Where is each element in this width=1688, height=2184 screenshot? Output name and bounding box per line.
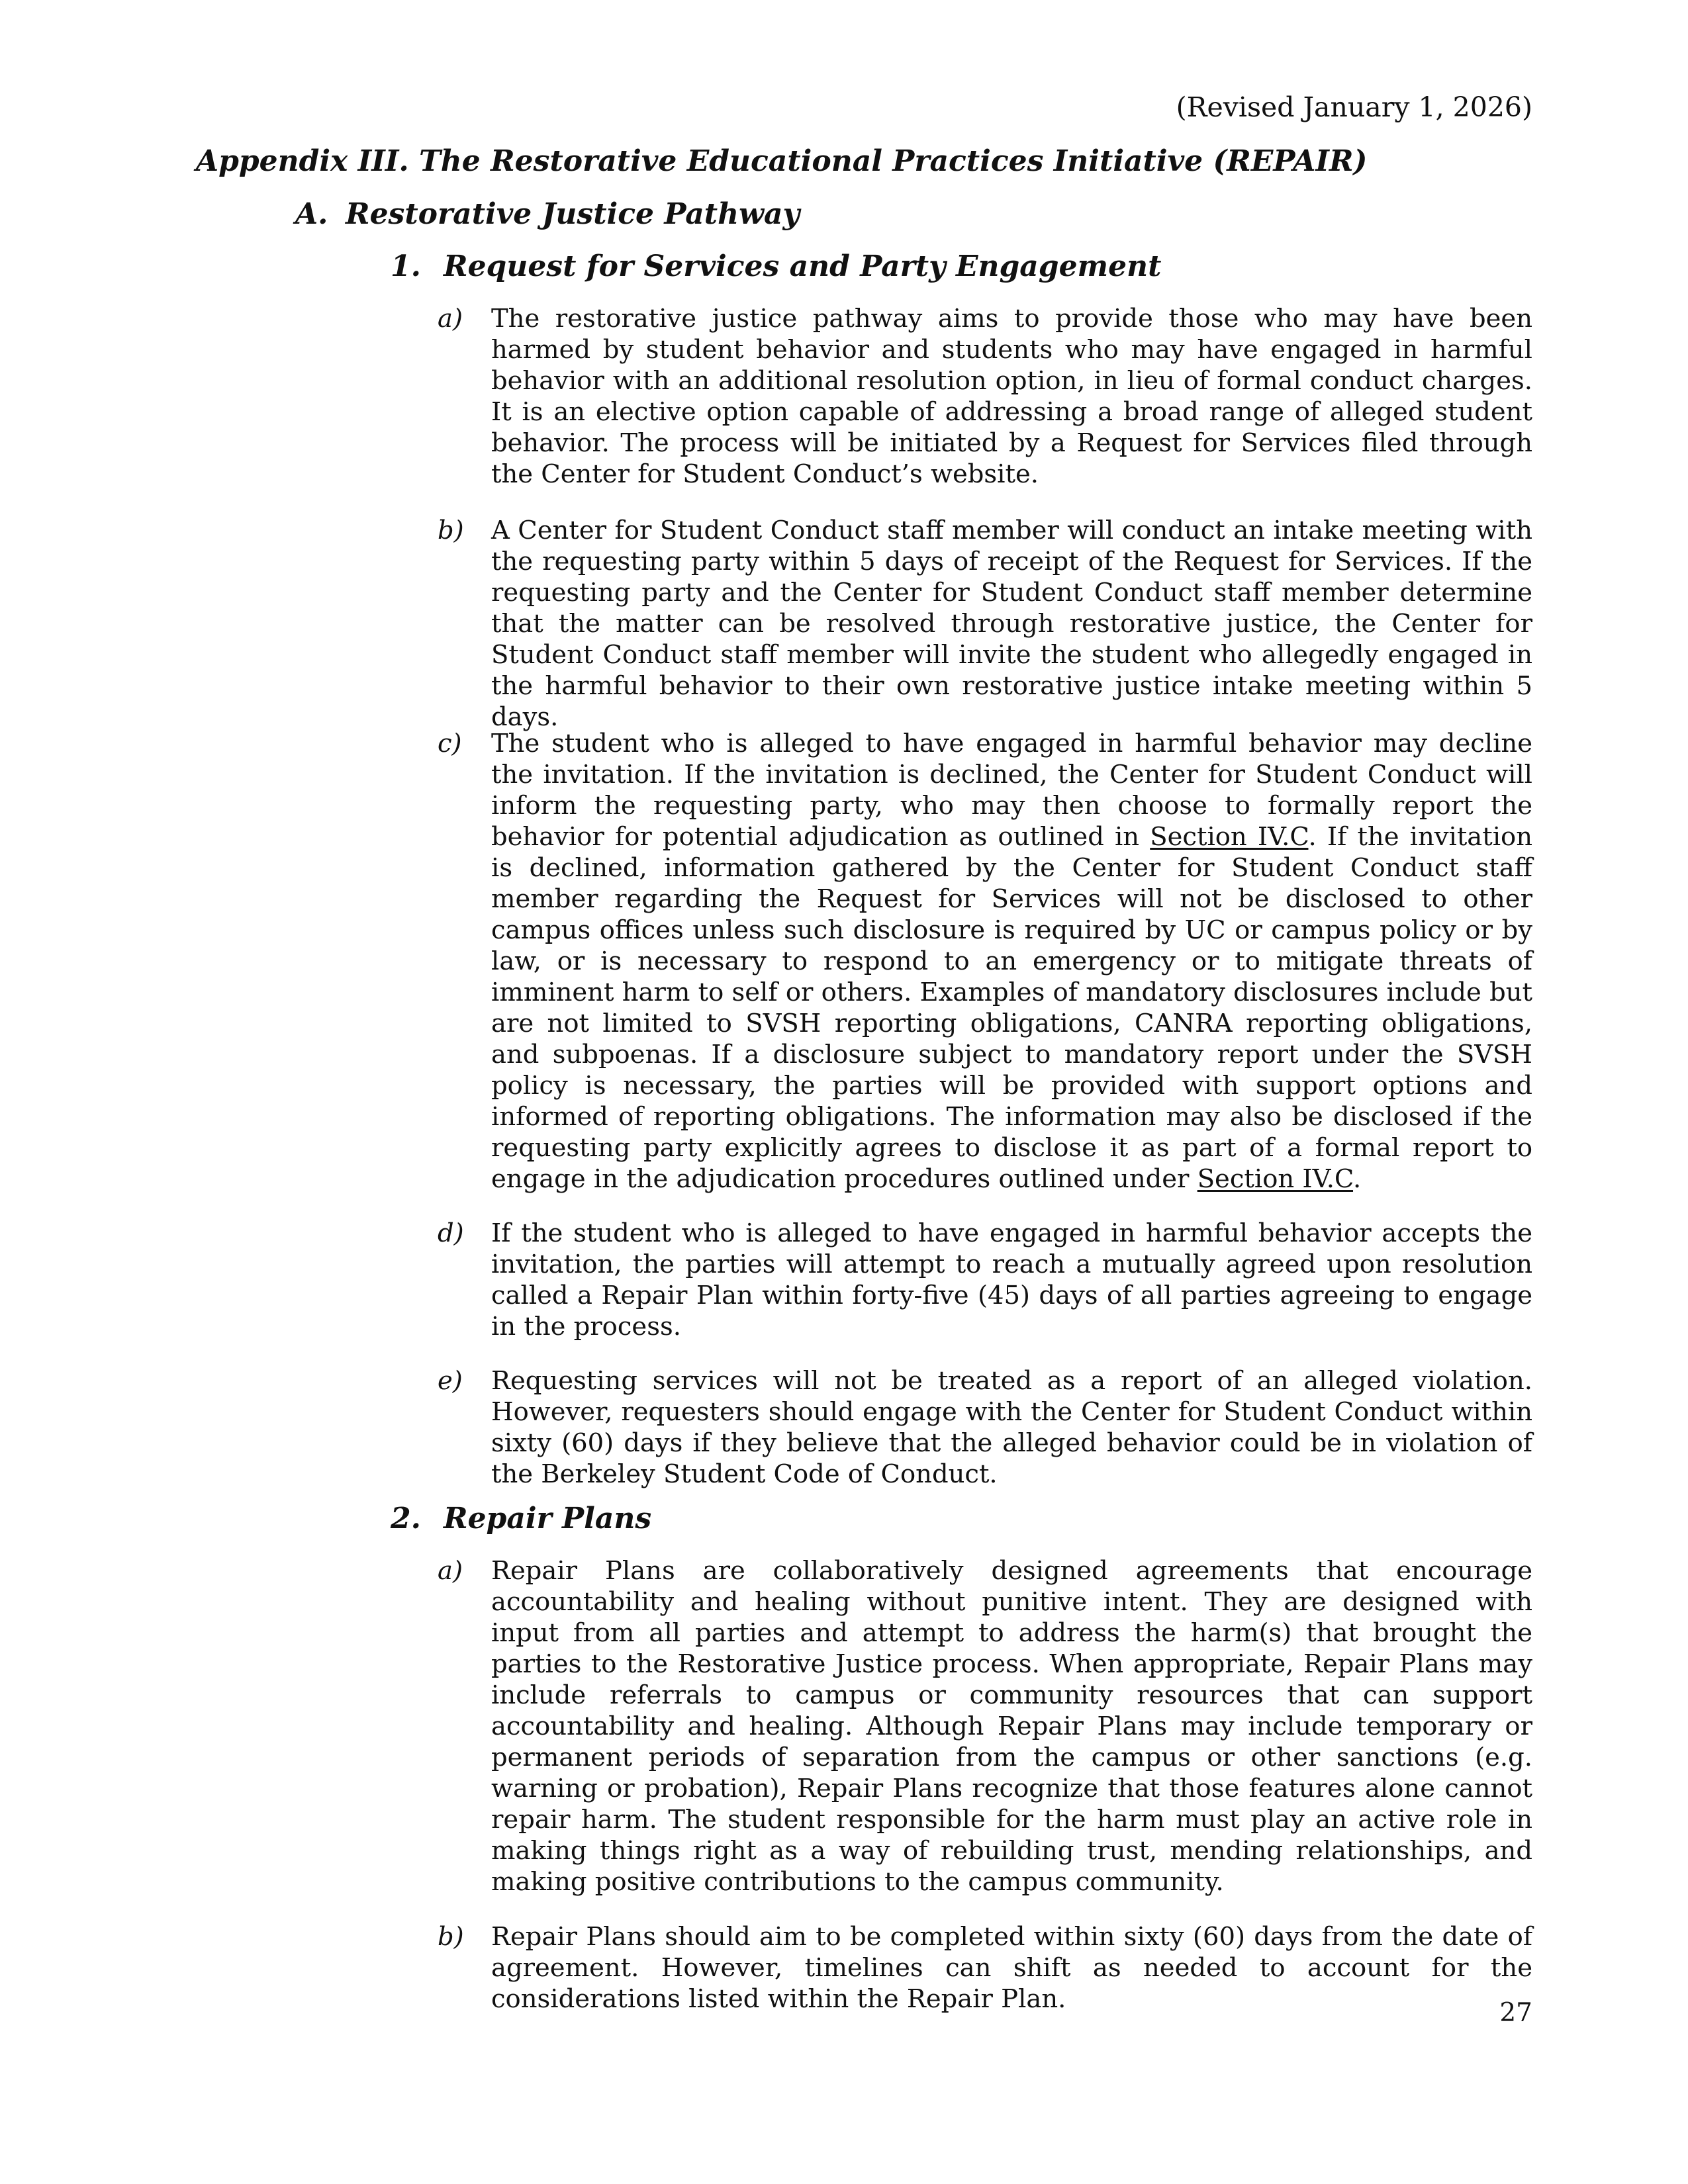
- paragraph-1a: [438, 303, 1532, 490]
- text-segment: .: [1353, 1164, 1362, 1194]
- section-heading-a: [295, 197, 800, 231]
- paragraph-1e: [438, 1365, 1532, 1490]
- item-marker: a): [438, 304, 463, 334]
- subsection-title: Request for Services and Party Engagement: [444, 250, 1162, 283]
- appendix-title: Appendix III. The Restorative Educational Practices Initiative (REPAIR): [196, 144, 1368, 178]
- paragraph-text: Repair Plans should aim to be completed within sixty (60) days from the date of agreement. However, timelines can shift as needed to account for the considerations listed within the Repair Plan.: [491, 1922, 1532, 2014]
- section-title: Restorative Justice Pathway: [346, 197, 800, 231]
- paragraph-text: A Center for Student Conduct staff member will conduct an intake meeting with the requesting party within 5 days of receipt of the Request for Services. If the requesting party and the Center for Student Conduct staff member determine that the matter can be resolved through restorative justice, the Center for Student Conduct staff member will invite the student who allegedly engaged in the harmful behavior to their own restorative justice intake meeting within 5 days.: [491, 516, 1532, 732]
- paragraph-text: If the student who is alleged to have engaged in harmful behavior accepts the invitation, the parties will attempt to reach a mutually agreed upon resolution called a Repair Plan within forty-five (45) days of all parties agreeing to engage in the process.: [491, 1218, 1532, 1342]
- paragraph-text: Requesting services will not be treated as a report of an alleged violation. However, requesters should engage with the Center for Student Conduct within sixty (60) days if they believe that the alleged behavior could be in violation of the Berkeley Student Code of Conduct.: [491, 1366, 1532, 1489]
- paragraph-1d: [438, 1218, 1532, 1342]
- text-segment: . If the invitation is declined, information gathered by the Center for Student Conduct staff member regarding the Request for Services will not be disclosed to other campus offices unless such disclosure is required by UC or campus policy or by law, or is necessary to respond to an emergency or to mitigate threats of imminent harm to self or others. Examples of mandatory disclosures include but are not limited to SVSH reporting obligations, CANRA reporting obligations, and subpoenas. If a disclosure subject to mandatory report under the SVSH policy is necessary, the parties will be provided with support options and informed of reporting obligations. The information may also be disclosed if the requesting party explicitly agrees to disclose it as part of a formal report to engage in the adjudication procedures outlined under: [491, 822, 1533, 1194]
- paragraph-text: [491, 728, 1532, 1195]
- item-marker: b): [438, 516, 464, 545]
- section-letter: A.: [295, 197, 328, 231]
- paragraph-text: The restorative justice pathway aims to provide those who may have been harmed by student behavior and students who may have engaged in harmful behavior with an additional resolution option, in lieu of formal conduct charges. It is an elective option capable of addressing a broad range of alleged student behavior. The process will be initiated by a Request for Services filed through the Center for Student Conduct’s website.: [491, 304, 1532, 489]
- paragraph-text: Repair Plans are collaboratively designed agreements that encourage accountability and healing without punitive intent. They are designed with input from all parties and attempt to address the harm(s) that brought the parties to the Restorative Justice process. When appropriate, Repair Plans may include referrals to campus or community resources that can support accountability and healing. Although Repair Plans may include temporary or permanent periods of separation from the campus or other sanctions (e.g. warning or probation), Repair Plans recognize that those features alone cannot repair harm. The student responsible for the harm must play an active role in making things right as a way of rebuilding trust, mending relationships, and making positive contributions to the campus community.: [491, 1556, 1532, 1897]
- paragraph-1c: [438, 728, 1533, 1195]
- item-marker: c): [438, 729, 462, 758]
- paragraph-2a: [438, 1555, 1532, 1897]
- subsection-number: 2.: [391, 1502, 421, 1535]
- item-marker: e): [438, 1366, 463, 1396]
- subsection-number: 1.: [391, 250, 421, 283]
- item-marker: d): [438, 1218, 464, 1248]
- item-marker: b): [438, 1922, 464, 1952]
- subsection-title: Repair Plans: [444, 1502, 652, 1535]
- section-ivc-link[interactable]: Section IV.C: [1150, 822, 1309, 852]
- revision-date: (Revised January 1, 2026): [1176, 91, 1532, 123]
- page-number: 27: [1499, 1998, 1532, 2028]
- text-segment: The student who is alleged to have engaged in harmful behavior may decline the invitation. If the invitation is declined, the Center for Student Conduct will inform the requesting party, who may then choose to formally report the behavior for potential adjudication as outlined in: [491, 729, 1532, 852]
- item-marker: a): [438, 1556, 463, 1586]
- subsection-heading-1: [391, 252, 1161, 281]
- subsection-heading-2: [391, 1504, 651, 1533]
- paragraph-2b: [438, 1921, 1532, 2015]
- section-ivc-link[interactable]: Section IV.C: [1197, 1164, 1354, 1194]
- paragraph-1b: [438, 515, 1532, 733]
